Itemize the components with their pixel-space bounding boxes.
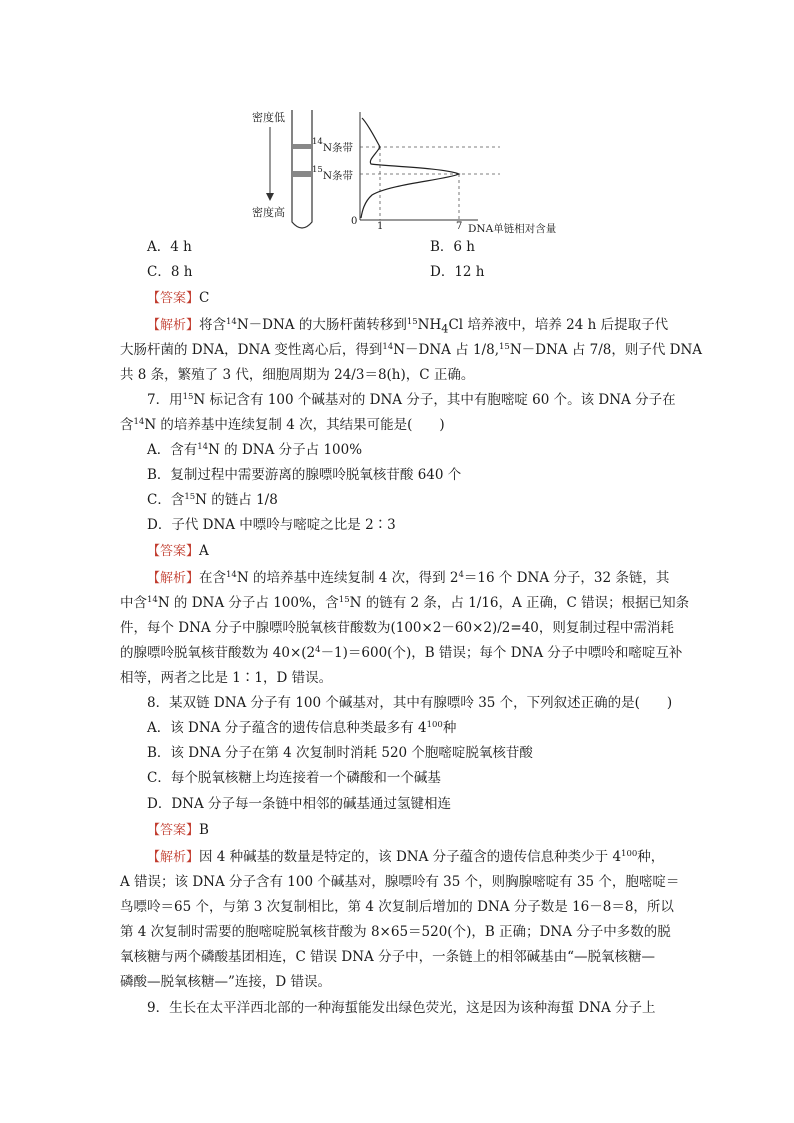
q8-answer: 【答案】B [147,822,209,838]
q8-analysis-line3: 鸟嘌呤＝65 个，与第 3 次复制相比，第 4 次复制后增加的 DNA 分子数是 16－8＝8，所以 [120,899,674,915]
q7-option-a: A．含有$^{14}$N 的 DNA 分子占 100% [147,442,363,458]
q7-option-c: C．含$^{15}$N 的链占 1/8 [147,492,278,508]
axis-tick-1: 1 [377,221,384,232]
label-density-high: 密度高 [252,206,285,219]
axis-label: DNA单链相对含量 [468,223,557,235]
q8-analysis-line4: 第 4 次复制时需要的胞嘧啶脱氧核苷酸为 8×65＝520(个)，B 正确；DNA 分子中多数的脱 [120,924,671,940]
centrifuge-tube [292,110,312,228]
q7-option-d: D．子代 DNA 中嘌呤与嘧啶之比是 2∶3 [147,517,396,533]
q8-analysis-line1: 【解析】因 4 种碱基的数量是特定的，该 DNA 分子蕴含的遗传信息种类少于 $4^{100}$种， [147,849,665,865]
label-density-low: 密度低 [252,111,285,124]
q6-option-b: B．6 h [430,239,475,255]
axis-tick-7: 7 [456,221,463,232]
q9-stem: 9．生长在太平洋西北部的一种海蜇能发出绿色荧光，这是因为该种海蜇 DNA 分子上 [147,1000,656,1016]
q7-option-b: B．复制过程中需要游离的腺嘌呤脱氧核苷酸 640 个 [147,467,462,483]
q6-option-c: C．8 h [147,264,193,280]
q7-analysis-line4: 的腺嘌呤脱氧核苷酸数为 $40\times(2^4-1)=600$(个)，B 错误；每个 DNA 分子中嘌呤和嘧啶互补 [120,645,683,661]
q7-analysis-line3: 件，每个 DNA 分子中腺嘌呤脱氧核苷酸数为(100×2－60×2)/2=40，则复制过程中需消耗 [120,620,674,636]
q8-analysis-line2: A 错误；该 DNA 分子含有 100 个碱基对，腺嘌呤有 35 个，则胸腺嘧啶有 35 个，胞嘧啶＝ [120,874,680,890]
density-figure [250,100,570,235]
band-15n [293,171,311,177]
band-14n [293,144,311,149]
q7-answer: 【答案】A [147,543,209,559]
q8-option-d: D．DNA 分子每一条链中相邻的碱基通过氢键相连 [147,796,451,812]
q8-stem: 8．某双链 DNA 分子有 100 个碱基对，其中有腺嘌呤 35 个，下列叙述正确的是( ) [147,695,673,711]
q8-option-c: C．每个脱氧核糖上均连接着一个磷酸和一个碱基 [147,770,441,786]
label-band-14n: $^{14}$N条带 [312,137,354,154]
q8-option-a: A．该 DNA 分子蕴含的遗传信息种类最多有 $4^{100}$种 [147,720,457,736]
axis-zero: 0 [351,216,358,227]
density-curve [361,118,459,218]
label-band-15n: $^{15}$N条带 [312,165,354,182]
q7-analysis-line2: 中含$^{14}$N 的 DNA 分子占 100%，含$^{15}$N 的链有 2 条，占 1/16，A 正确，C 错误；根据已知条 [120,595,690,611]
q7-analysis-line5: 相等，两者之比是 1∶1，D 错误。 [120,670,333,686]
q6-analysis-line1: 【解析】将含$^{14}$N－DNA 的大肠杆菌转移到$^{15}NH_4Cl$ 培养液中，培养 24 h 后提取子代 [147,317,669,336]
q6-analysis-line3: 共 8 条，繁殖了 3 代，细胞周期为 24/3＝8(h)，C 正确。 [120,367,475,383]
density-diagram [250,100,570,235]
q6-option-d: D．12 h [430,264,485,280]
q6-option-a: A．4 h [147,239,192,255]
q6-answer: 【答案】C [147,290,210,306]
q7-analysis-line1: 【解析】在含$^{14}$N 的培养基中连续复制 4 次，得到 $2^4=16$ 个 DNA 分子，32 条链，其 [147,570,670,586]
q8-analysis-line5: 氧核糖与两个磷酸基团相连，C 错误 DNA 分子中，一条链上的相邻碱基由“—脱氧核糖— [120,949,655,965]
q7-stem-line2: 含$^{14}$N 的培养基中连续复制 4 次，其结果可能是( ) [120,417,445,433]
density-arrow-head [266,193,274,201]
q8-analysis-line6: 磷酸—脱氧核糖—”连接，D 错误。 [120,974,332,990]
q8-option-b: B．该 DNA 分子在第 4 次复制时消耗 520 个胞嘧啶脱氧核苷酸 [147,745,533,761]
q6-analysis-line2: 大肠杆菌的 DNA，DNA 变性离心后，得到$^{14}$N－DNA 占 1/8,15N－DNA 占 7/8，则子代 DNA [120,342,703,358]
q7-stem-line1: 7．用$^{15}$N 标记含有 100 个碱基对的 DNA 分子，其中有胞嘧啶 60 个。该 DNA 分子在 [147,392,676,408]
